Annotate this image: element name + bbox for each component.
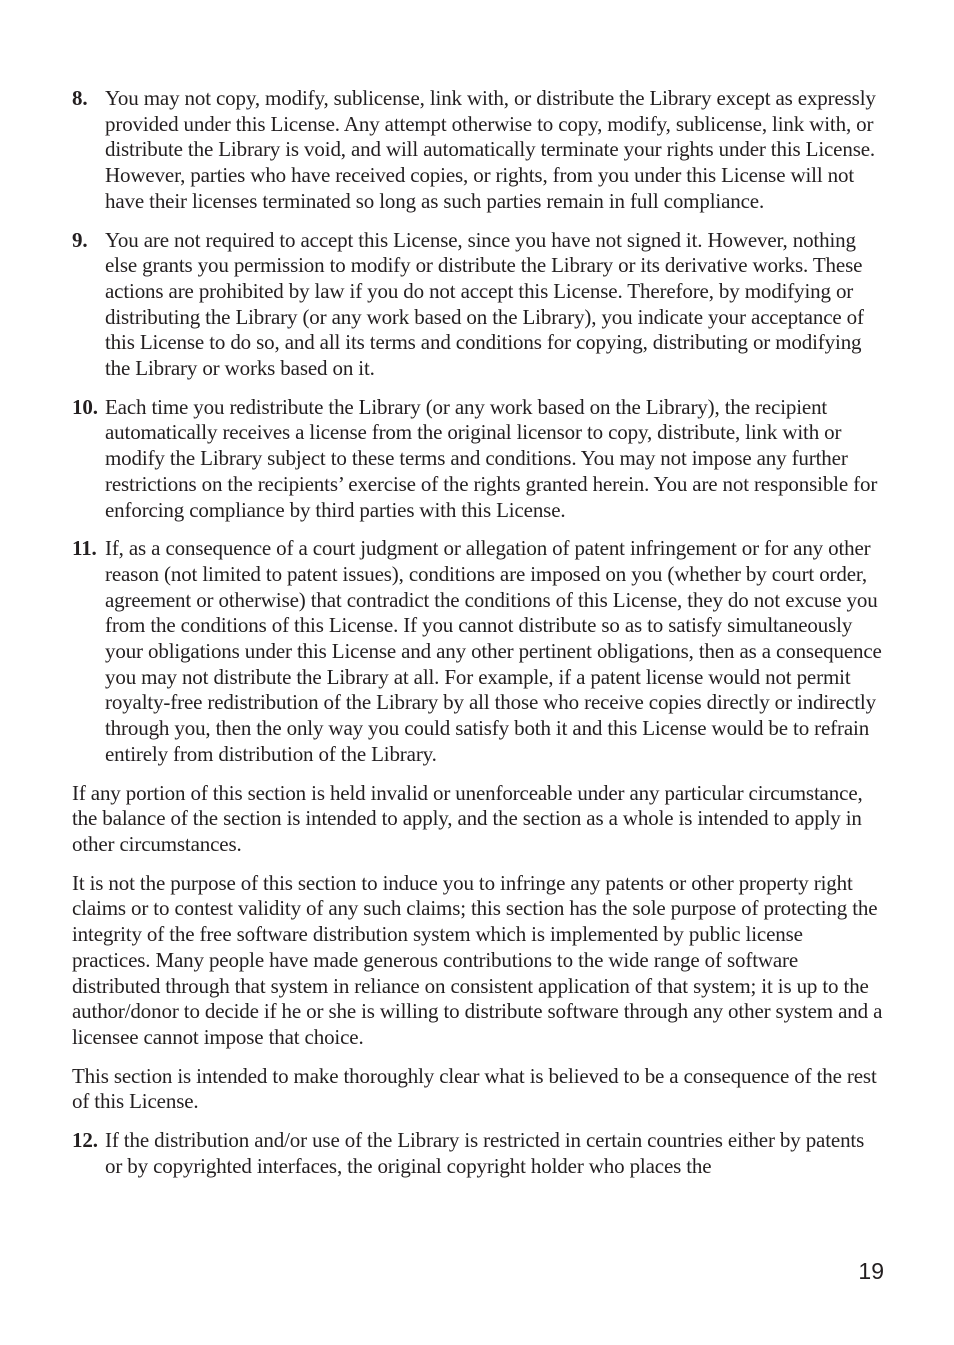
item-number: 9. (72, 227, 88, 252)
item-text: If the distribution and/or use of the Library is restricted in certain countries either by patents or by copyrighted interfaces, the original copyright holder who places the (105, 1128, 865, 1178)
paragraph-clarification: This section is intended to make thoroughly clear what is believed to be a consequence of the rest of this License. (72, 1063, 877, 1114)
item-number: 8. (72, 86, 88, 110)
item-text: Each time you redistribute the Library (or any work based on the Library), the recipient automatically receives a license from the original licensor to copy, distribute, link with or modify the Library subject to these terms and conditions. You may not impose any further restrictions on the recipients’ exercise of the rights granted herein. You are not responsible for enforcing compliance by third parties with this License. (105, 394, 878, 522)
item-text: You may not copy, modify, sublicense, link with, or distribute the Library except as expressly provided under this License. Any attempt otherwise to copy, modify, sublicense, link with, or distribute the Library is void, and will automatically terminate your rights under this License. However, parties who have received copies, or rights, from you under this License will not have their licenses terminated so long as such parties remain in full compliance. (105, 86, 876, 213)
item-number: 12. (72, 1128, 98, 1153)
license-item-12 (72, 1128, 884, 1179)
license-item-11 (72, 536, 884, 767)
item-number: 11. (72, 536, 97, 561)
item-number: 10. (72, 394, 98, 419)
item-text: You are not required to accept this License, since you have not signed it. However, nothing else grants you permission to modify or distribute the Library or its derivative works. These actions are prohibited by law if you do not accept this License. Therefore, by modifying or distributing the Library (or any work based on the Library), you indicate your acceptance of this License to do so, and all its terms and conditions for copying, distributing or modifying the Library or works based on it. (105, 227, 864, 381)
paragraph-severability: If any portion of this section is held invalid or unenforceable under any particular circumstance, the balance of the section is intended to apply, and the section as a whole is intended to apply in other circumstances. (72, 780, 863, 856)
page-number: 19 (858, 1258, 884, 1284)
license-item-8 (72, 86, 884, 215)
license-page-body (72, 86, 884, 1192)
paragraph-purpose: It is not the purpose of this section to induce you to infringe any patents or other property right claims or to contest validity of any such claims; this section has the sole purpose of protecting the integrity of the free software distribution system which is implemented by public license practices. Many people have made generous contributions to the wide range of software distributed through that system in reliance on consistent application of that system; it is up to the author/donor to decide if he or she is willing to distribute software through any other system and a licensee cannot impose that choice. (72, 870, 883, 1049)
item-text: If, as a consequence of a court judgment or allegation of patent infringement or for any other reason (not limited to patent issues), conditions are imposed on you (whether by court order, agreement or otherwise) that contradict the conditions of this License, they do not excuse you from the conditions of this License. If you cannot distribute so as to satisfy simultaneously your obligations under this License and any other pertinent obligations, then as a consequence you may not distribute the Library at all. For example, if a patent license would not permit royalty-free redistribution of the Library by all those who receive copies directly or indirectly through you, then the only way you could satisfy both it and this License would be to refrain entirely from distribution of the Library. (105, 536, 882, 766)
license-item-9 (72, 228, 884, 382)
license-item-10 (72, 395, 884, 524)
